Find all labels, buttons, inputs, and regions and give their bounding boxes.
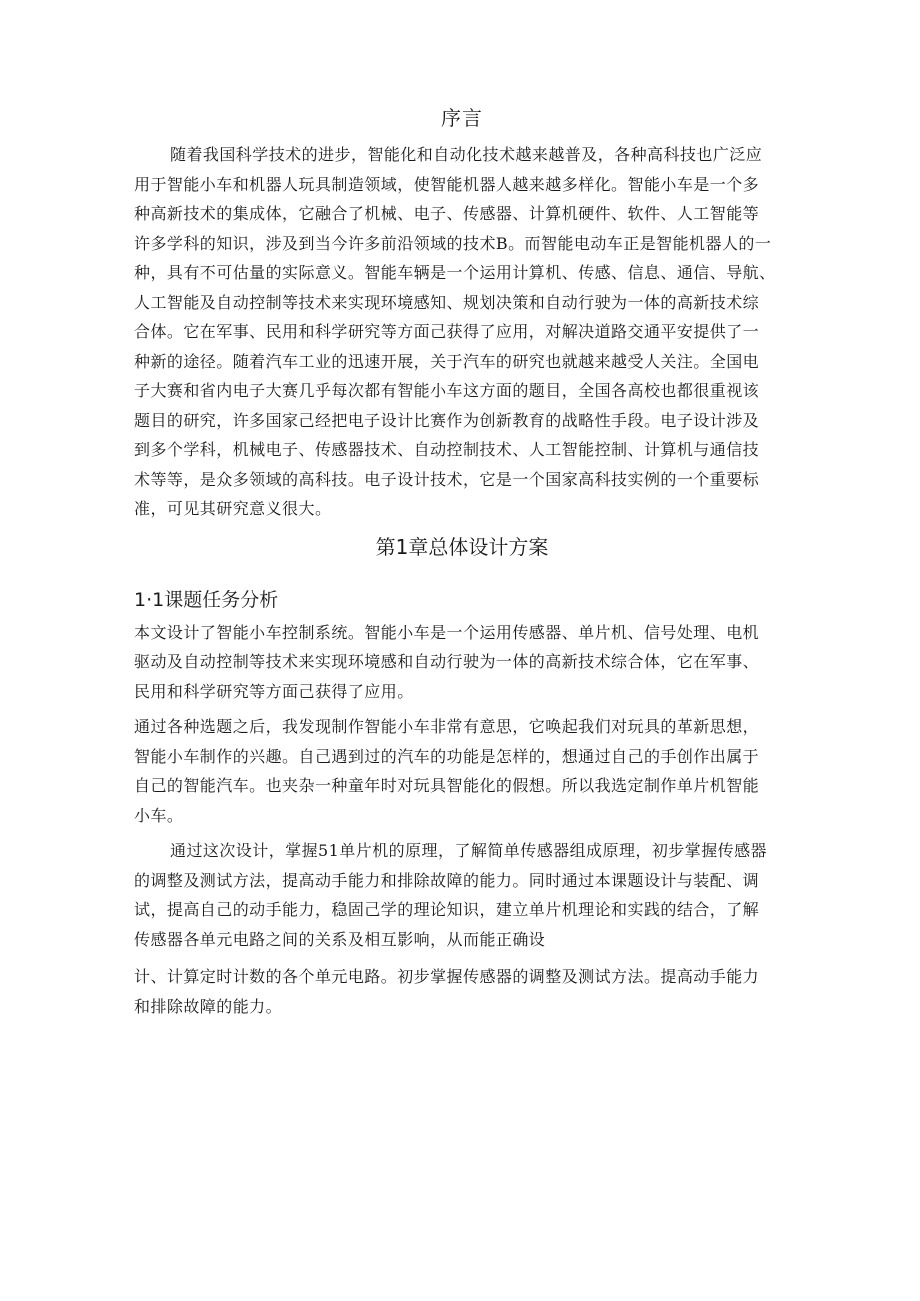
preface-line: 种高新技术的集成体，它融合了机械、电子、传感器、计算机硬件、软件、人工智能等 [134,204,760,223]
preface-line: 准，可见其研究意义很大。 [134,499,332,518]
body-line: 和排除故障的能力。 [134,996,283,1016]
preface-title: 序言 [441,106,483,130]
body-line: 的调整及测试方法，提高动手能力和排除故障的能力。同时通过本课题设计与装配、调 [134,870,760,890]
body-line: 本文设计了智能小车控制系统。智能小车是一个运用传感器、单片机、信号处理、电机 [134,622,760,642]
preface-paragraph [134,140,790,524]
section-paragraph [134,618,790,707]
section-paragraph [134,962,790,1021]
body-line: 传感器各单元电路之间的关系及相互影响，从而能正确设 [134,929,546,949]
preface-line: 子大赛和省内电子大赛几乎每次都有智能小车这方面的题目，全国各高校也都很重视该 [134,381,760,400]
body-line: 通过这次设计，掌握51单片机的原理，了解简单传感器组成原理，初步掌握传感器 [170,841,768,860]
body-line: 计、计算定时计数的各个单元电路。初步掌握传感器的调整及测试方法。提高动手能力 [134,967,760,986]
section-title: 1·1课题任务分析 [134,588,279,611]
preface-line: 种，具有不可估量的实际意义。智能车辆是一个运用计算机、传感、信息、通信、导航、 [134,263,776,282]
preface-line: 许多学科的知识，涉及到当今许多前沿领域的技术B。而智能电动车正是智能机器人的一 [134,233,772,253]
body-line: 小车。 [134,805,184,825]
section-paragraph [134,836,790,954]
preface-line: 随着我国科学技术的进步，智能化和自动化技术越来越普及，各种高科技也广泛应 [170,145,763,164]
preface-line: 到多个学科，机械电子、传感器技术、自动控制技术、人工智能控制、计算机与通信技 [134,440,760,459]
preface-line: 合体。它在军事、民用和科学研究等方面己获得了应用，对解决道路交通平安提供了一 [134,322,760,341]
chapter-title: 第1章总体设计方案 [375,534,549,559]
section-paragraph [134,712,790,830]
preface-line: 术等等，是众多领域的高科技。电子设计技术，它是一个国家高科技实例的一个重要标 [134,469,760,489]
preface-line: 题目的研究，许多国家己经把电子设计比赛作为创新教育的战略性手段。电子设计涉及 [134,410,760,430]
body-line: 通过各种选题之后，我发现制作智能小车非常有意思，它唤起我们对玩具的革新思想， [134,717,760,736]
document-page [134,96,790,1021]
preface-line: 种新的途径。随着汽车工业的迅速开展，关于汽车的研究也就越来越受人关注。全国电 [134,351,760,371]
body-line: 民用和科学研究等方面己获得了应用。 [134,681,414,701]
preface-line: 人工智能及自动控制等技术来实现环境感知、规划决策和自动行驶为一体的高新技术综 [134,292,760,312]
body-line: 试，提高自己的动手能力，稳固己学的理论知识，建立单片机理论和实践的结合，了解 [134,900,760,919]
preface-line: 用于智能小车和机器人玩具制造领域，使智能机器人越来越多样化。智能小车是一个多 [134,174,760,194]
body-line: 自己的智能汽车。也夹杂一种童年时对玩具智能化的假想。所以我选定制作单片机智能 [134,776,760,795]
body-line: 驱动及自动控制等技术来实现环境感和自动行驶为一体的高新技术综合体，它在军事、 [134,652,760,671]
body-line: 智能小车制作的兴趣。自己遇到过的汽车的功能是怎样的，想通过自己的手创作出属于 [134,746,760,766]
